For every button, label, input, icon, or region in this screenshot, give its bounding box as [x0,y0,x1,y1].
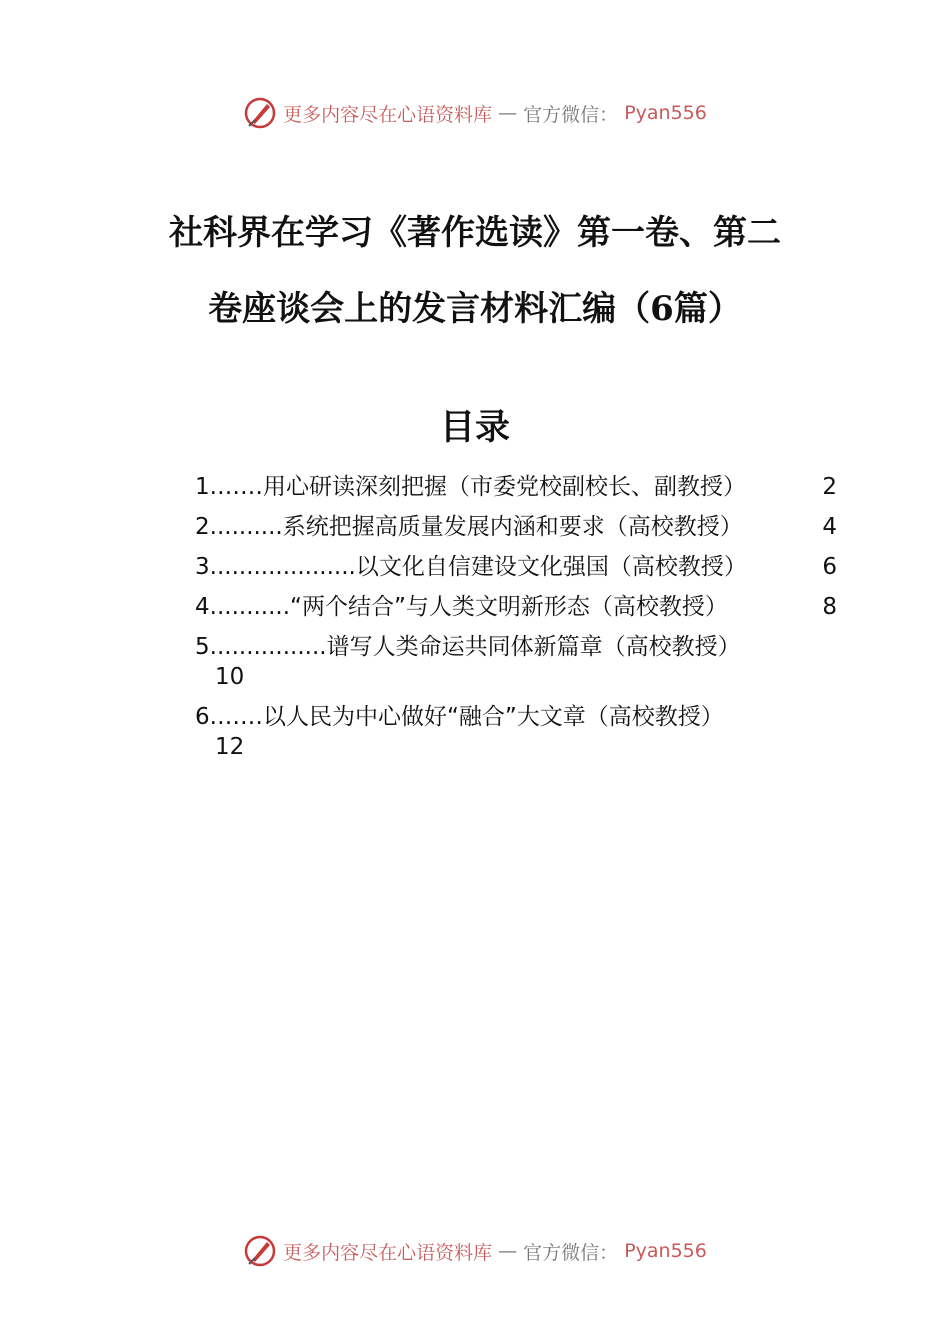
watermark-text: 更多内容尽在心语资料库 [283,1241,493,1264]
watermark-dash: — [498,1240,518,1262]
toc-entry-3[interactable] [195,552,845,592]
toc-entry-4[interactable] [195,592,845,632]
toc-entry-page: 12 [215,734,245,760]
toc-entry-page: 6 [822,554,837,580]
toc-entry-title: 4...........“两个结合”与人类文明新形态（高校教授） [195,594,728,620]
quill-pen-logo-icon [243,96,277,130]
watermark-dash: — [498,102,518,124]
toc-heading: 目录 [439,407,510,448]
toc-entry-6[interactable] [195,702,845,772]
toc-entry-page: 10 [215,664,245,690]
watermark-label: 官方微信： [523,103,619,126]
document-title-line-2: 卷座谈会上的发言材料汇编（6篇） [208,289,742,329]
watermark-text: 更多内容尽在心语资料库 [283,103,493,126]
toc-entry-2[interactable] [195,512,845,552]
toc-entry-1[interactable] [195,472,845,512]
header-watermark [0,96,950,130]
toc-entry-page: 4 [822,514,837,540]
watermark-wechat-id: Pyan556 [624,102,707,124]
toc-entry-page: 8 [822,594,837,620]
toc-entry-page: 2 [822,474,837,500]
quill-pen-logo-icon [243,1234,277,1268]
toc-entry-title: 3....................以文化自信建设文化强国（高校教授） [195,554,747,580]
toc-entry-title: 5................谱写人类命运共同体新篇章（高校教授） [195,634,741,660]
toc-entry-title: 1.……用心研读深刻把握（市委党校副校长、副教授） [195,474,746,500]
toc-entry-title: 2..........系统把握高质量发展内涵和要求（高校教授） [195,514,743,540]
toc-entry-title: 6.……以人民为中心做好“融合”大文章（高校教授） [195,704,724,730]
watermark-wechat-id: Pyan556 [624,1240,707,1262]
toc-entry-5[interactable] [195,632,845,702]
watermark-label: 官方微信： [523,1241,619,1264]
footer-watermark [0,1234,950,1268]
table-of-contents [195,472,845,772]
document-title-line-1: 社科界在学习《著作选读》第一卷、第二 [169,213,781,253]
